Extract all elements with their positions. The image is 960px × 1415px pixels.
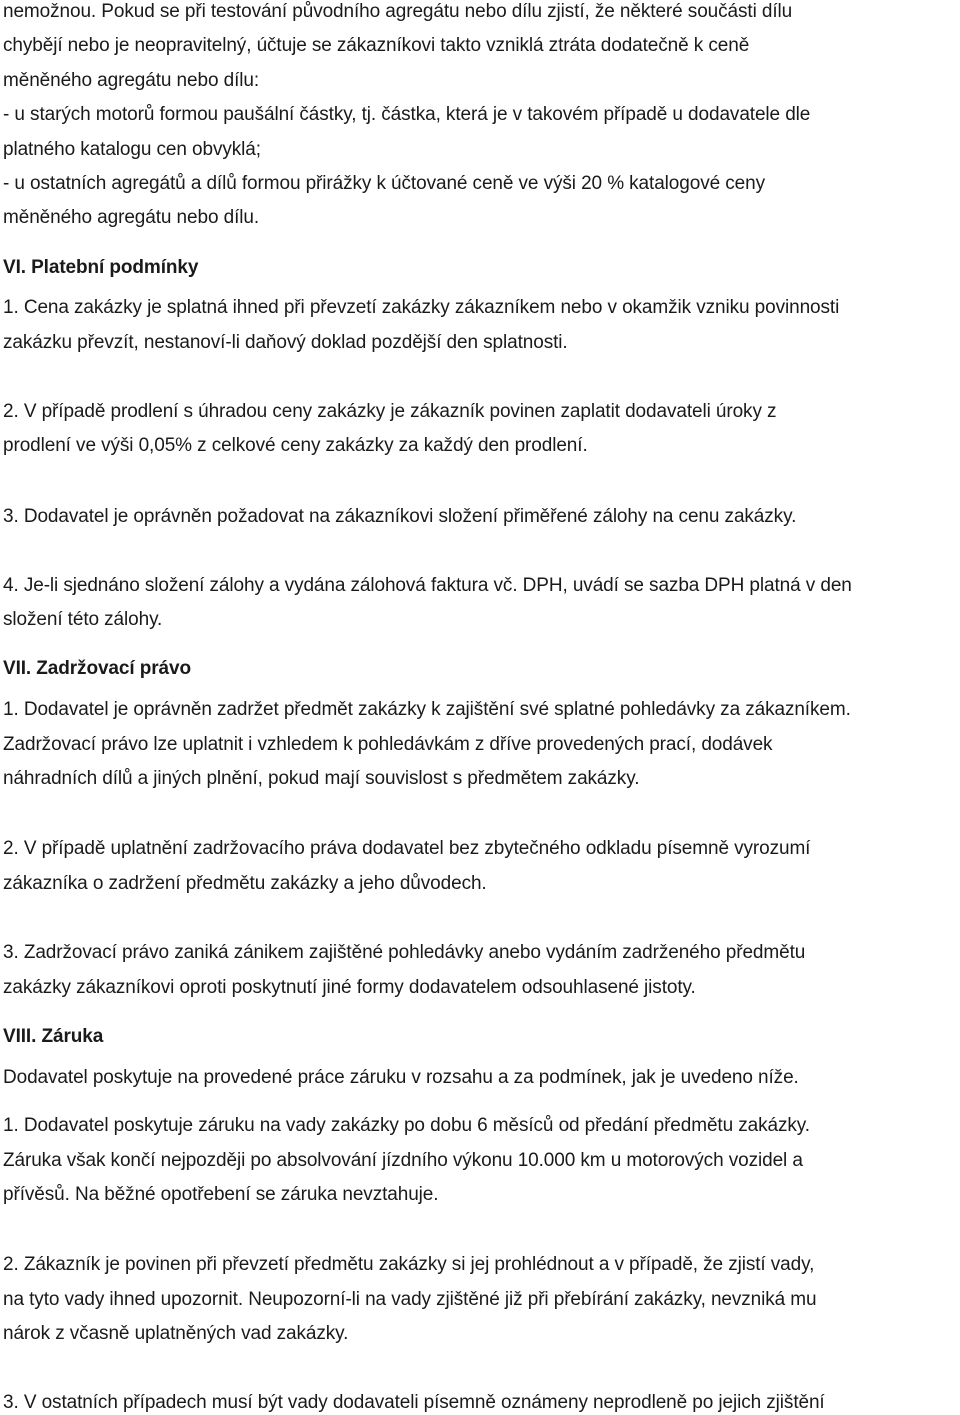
section-heading: VI. Platební podmínky [3, 257, 199, 278]
text-line: 2. V případě uplatnění zadržovacího práva dodavatel bez zbytečného odkladu písemně vyrozumí [3, 838, 811, 859]
text-line: prodlení ve výši 0,05% z celkové ceny zakázky za každý den prodlení. [3, 435, 588, 456]
text-line: 4. Je-li sjednáno složení zálohy a vydána zálohová faktura vč. DPH, uvádí se sazba DPH platná v den [3, 575, 852, 596]
text-line: chybějí nebo je neopravitelný, účtuje se zákazníkovi takto vzniklá ztráta dodatečně k ceně [3, 35, 750, 56]
text-line: 2. Zákazník je povinen při převzetí předmětu zakázky si jej prohlédnout a v případě, že zjistí vady, [3, 1254, 815, 1275]
text-line: na tyto vady ihned upozornit. Neupozorní-li na vady zjištěné již při přebírání zakázky, nevzniká mu [3, 1289, 817, 1310]
text-line: 1. Dodavatel je oprávněn zadržet předmět zakázky k zajištění své splatné pohledávky za zákazníkem. [3, 699, 851, 720]
section-heading: VIII. Záruka [3, 1026, 104, 1047]
text-line: 1. Cena zakázky je splatná ihned při převzetí zakázky zákazníkem nebo v okamžik vzniku povinnosti [3, 297, 840, 318]
text-line: náhradních dílů a jiných plnění, pokud mají souvislost s předmětem zakázky. [3, 768, 640, 789]
text-line: 3. Dodavatel je oprávněn požadovat na zákazníkovi složení přiměřené zálohy na cenu zakázky. [3, 506, 797, 527]
text-line: nemožnou. Pokud se při testování původního agregátu nebo dílu zjistí, že některé součásti dílu [3, 1, 793, 22]
text-line: zakázku převzít, nestanoví-li daňový doklad pozdější den splatnosti. [3, 332, 568, 353]
text-line: měněného agregátu nebo dílu: [3, 70, 260, 91]
text-line: - u starých motorů formou paušální částky, tj. částka, která je v takovém případě u dodavatele dle [3, 104, 811, 125]
text-line: Záruka však končí nejpozději po absolvování jízdního výkonu 10.000 km u motorových vozidel a [3, 1150, 803, 1171]
text-line: nárok z včasně uplatněných vad zakázky. [3, 1323, 349, 1344]
text-line: zákazníka o zadržení předmětu zakázky a jeho důvodech. [3, 873, 487, 894]
text-line: složení této zálohy. [3, 609, 163, 630]
text-line: Zadržovací právo lze uplatnit i vzhledem k pohledávkám z dříve provedených prací, dodávek [3, 734, 773, 755]
text-line: 1. Dodavatel poskytuje záruku na vady zakázky po dobu 6 měsíců od předání předmětu zakázky. [3, 1115, 810, 1136]
text-line: zakázky zákazníkovi oproti poskytnutí jiné formy dodavatelem odsouhlasené jistoty. [3, 977, 696, 998]
text-line: Dodavatel poskytuje na provedené práce záruku v rozsahu a za podmínek, jak je uvedeno níže. [3, 1067, 799, 1088]
text-line: platného katalogu cen obvyklá; [3, 139, 261, 160]
section-heading: VII. Zadržovací právo [3, 658, 191, 679]
text-line: 2. V případě prodlení s úhradou ceny zakázky je zákazník povinen zaplatit dodavateli úroky z [3, 401, 777, 422]
text-line: měněného agregátu nebo dílu. [3, 207, 260, 228]
text-line: přívěsů. Na běžné opotřebení se záruka nevztahuje. [3, 1184, 439, 1205]
text-line: - u ostatních agregátů a dílů formou přirážky k účtované ceně ve výši 20 % katalogové ceny [3, 173, 765, 194]
text-line: 3. Zadržovací právo zaniká zánikem zajištěné pohledávky anebo vydáním zadrženého předmětu [3, 942, 806, 963]
text-line: 3. V ostatních případech musí být vady dodavateli písemně oznámeny neprodleně po jejich zjištění [3, 1392, 825, 1413]
